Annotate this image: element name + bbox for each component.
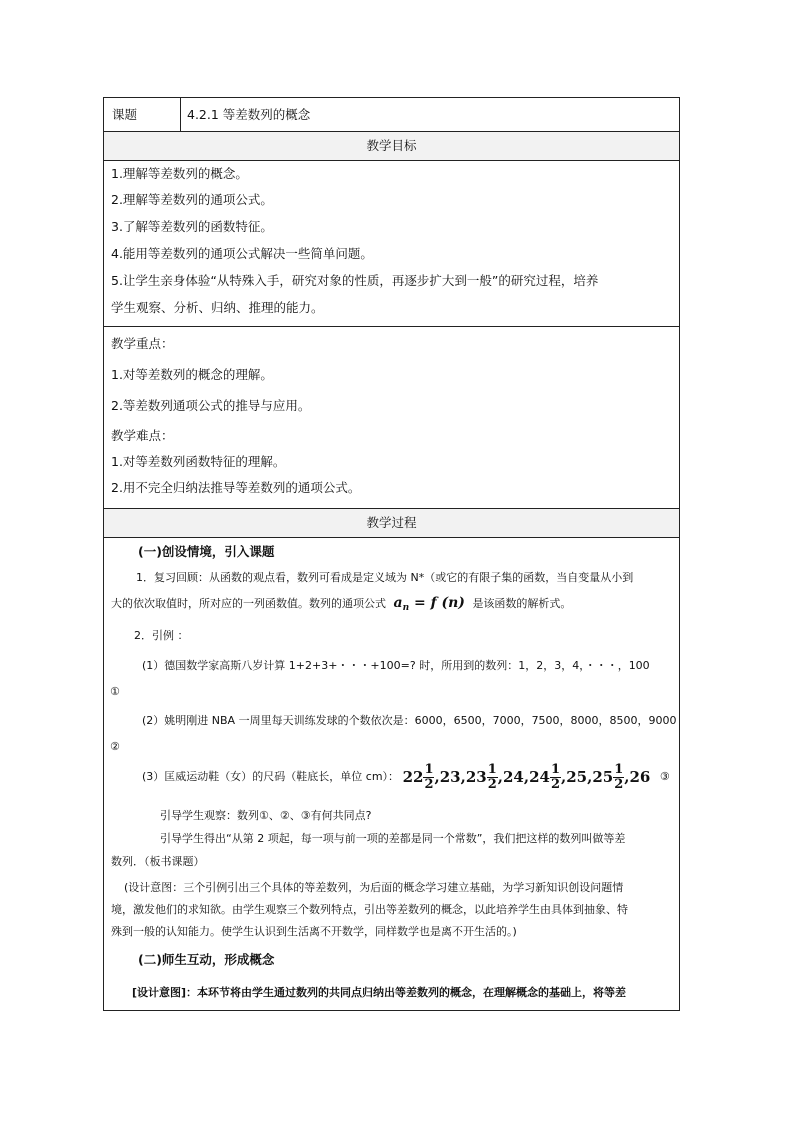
focus-item: 1.对等差数列的概念的理解。 [111,367,273,382]
guide-line-3: 数列．（板书课题） [111,855,205,868]
difficulty-item: 2.用不完全归纳法推导等差数列的通项公式。 [111,480,361,495]
review-text-b: 是该函数的解析式。 [472,597,572,610]
review-line-2 [111,593,571,613]
example-1-mark: ① [110,685,120,698]
difficulty-title: 教学难点： [111,428,174,443]
guide-line-1: 引导学生观察：数列①、②、③有何共同点? [160,809,372,822]
example-2-mark: ② [110,740,120,753]
example-3 [142,760,670,794]
formula [393,595,469,614]
fraction: $\frac{1}{2}$ [614,761,624,792]
fraction: $\frac{1}{2}$ [424,761,434,792]
formula-rest: = f (n) [409,595,465,611]
example-1: (1）德国数学家高斯八岁计算 1+2+3+・・・+100=? 时，所用到的数列：1，2，3，4，・・・，100 [142,659,650,672]
design-note-2: 境，激发他们的求知欲。由学生观察三个数列特点，引出等差数列的概念，以此培养学生由具体到抽象、特 [111,903,628,916]
objectives-list [104,161,679,325]
review-text-a: 大的依次取值时，所对应的一列函数值。数列的通项公式 [111,597,386,610]
design-note-3: 殊到一般的认知能力。使学生认识到生活离不开数学，同样数学也是离不开生活的。) [111,925,517,938]
example-3-text: (3）匡威运动鞋（女）的尺码（鞋底长，单位 cm）： [142,770,400,783]
formula-sub: n [402,603,410,614]
design-note-1: (设计意图：三个引例引出三个具体的等差数列，为后面的概念学习建立基础，为学习新知识创设问题情 [124,881,624,894]
difficulty-item: 1.对等差数列函数特征的理解。 [111,454,286,469]
section2-title: (二)师生互动，形成概念 [138,952,275,967]
topic-row [104,98,679,132]
focus-title: 教学重点： [111,336,174,351]
topic-label: 课题 [112,107,138,122]
design-note-section2: [设计意图]：本环节将由学生通过数列的共同点归纳出等差数列的概念，在理解概念的基础上，将等差 [132,986,627,999]
guide-line-2: 引导学生得出“从第 2 项起，每一项与前一项的差都是同一个常数”，我们把这样的数列叫做等差 [160,832,626,845]
objective-item: 1.理解等差数列的概念。 [111,166,248,181]
example-3-mark: ③ [659,770,670,783]
objective-item: 5.让学生亲身体验“从特殊入手，研究对象的性质，再逐步扩大到一般”的研究过程，培养 [111,273,599,288]
review-line-1: 1．复习回顾：从函数的观点看，数列可看成是定义域为 N*（或它的有限子集的函数，当自变量从小到 [136,571,634,584]
shoe-size-sequence: 22 $\frac{1}{2}$ ,23,23 $\frac{1}{2}$ ,24,24 $\frac{1}{2}$ ,25,25 $\frac{1}{2}$ ,26 [402,761,651,792]
objective-item: 4.能用等差数列的通项公式解决一些简单问题。 [111,246,373,261]
objectives-header [104,132,679,160]
example-2: (2）姚明刚进 NBA 一周里每天训练发球的个数依次是：6000，6500，7000，7500，8000，8500，9000 [142,714,677,727]
objectives-title: 教学目标 [366,138,417,153]
fraction: $\frac{1}{2}$ [487,761,497,792]
examples-label: 2．引例 ： [134,629,189,642]
objective-item: 3.了解等差数列的函数特征。 [111,219,273,234]
objective-item: 学生观察、分析、归纳、推理的能力。 [111,300,324,315]
objective-item: 2.理解等差数列的通项公式。 [111,192,273,207]
fraction: $\frac{1}{2}$ [550,761,560,792]
formula-a: a [393,595,403,611]
section1-title: (一)创设情境，引入课题 [138,544,275,559]
process-header [104,509,679,537]
lesson-plan-table [103,97,680,1011]
topic-divider [180,98,181,132]
focus-item: 2.等差数列通项公式的推导与应用。 [111,398,311,413]
keypoints-block [104,327,679,507]
process-title: 教学过程 [366,515,417,530]
topic-value: 4.2.1 等差数列的概念 [187,107,311,122]
process-body [104,538,679,1011]
